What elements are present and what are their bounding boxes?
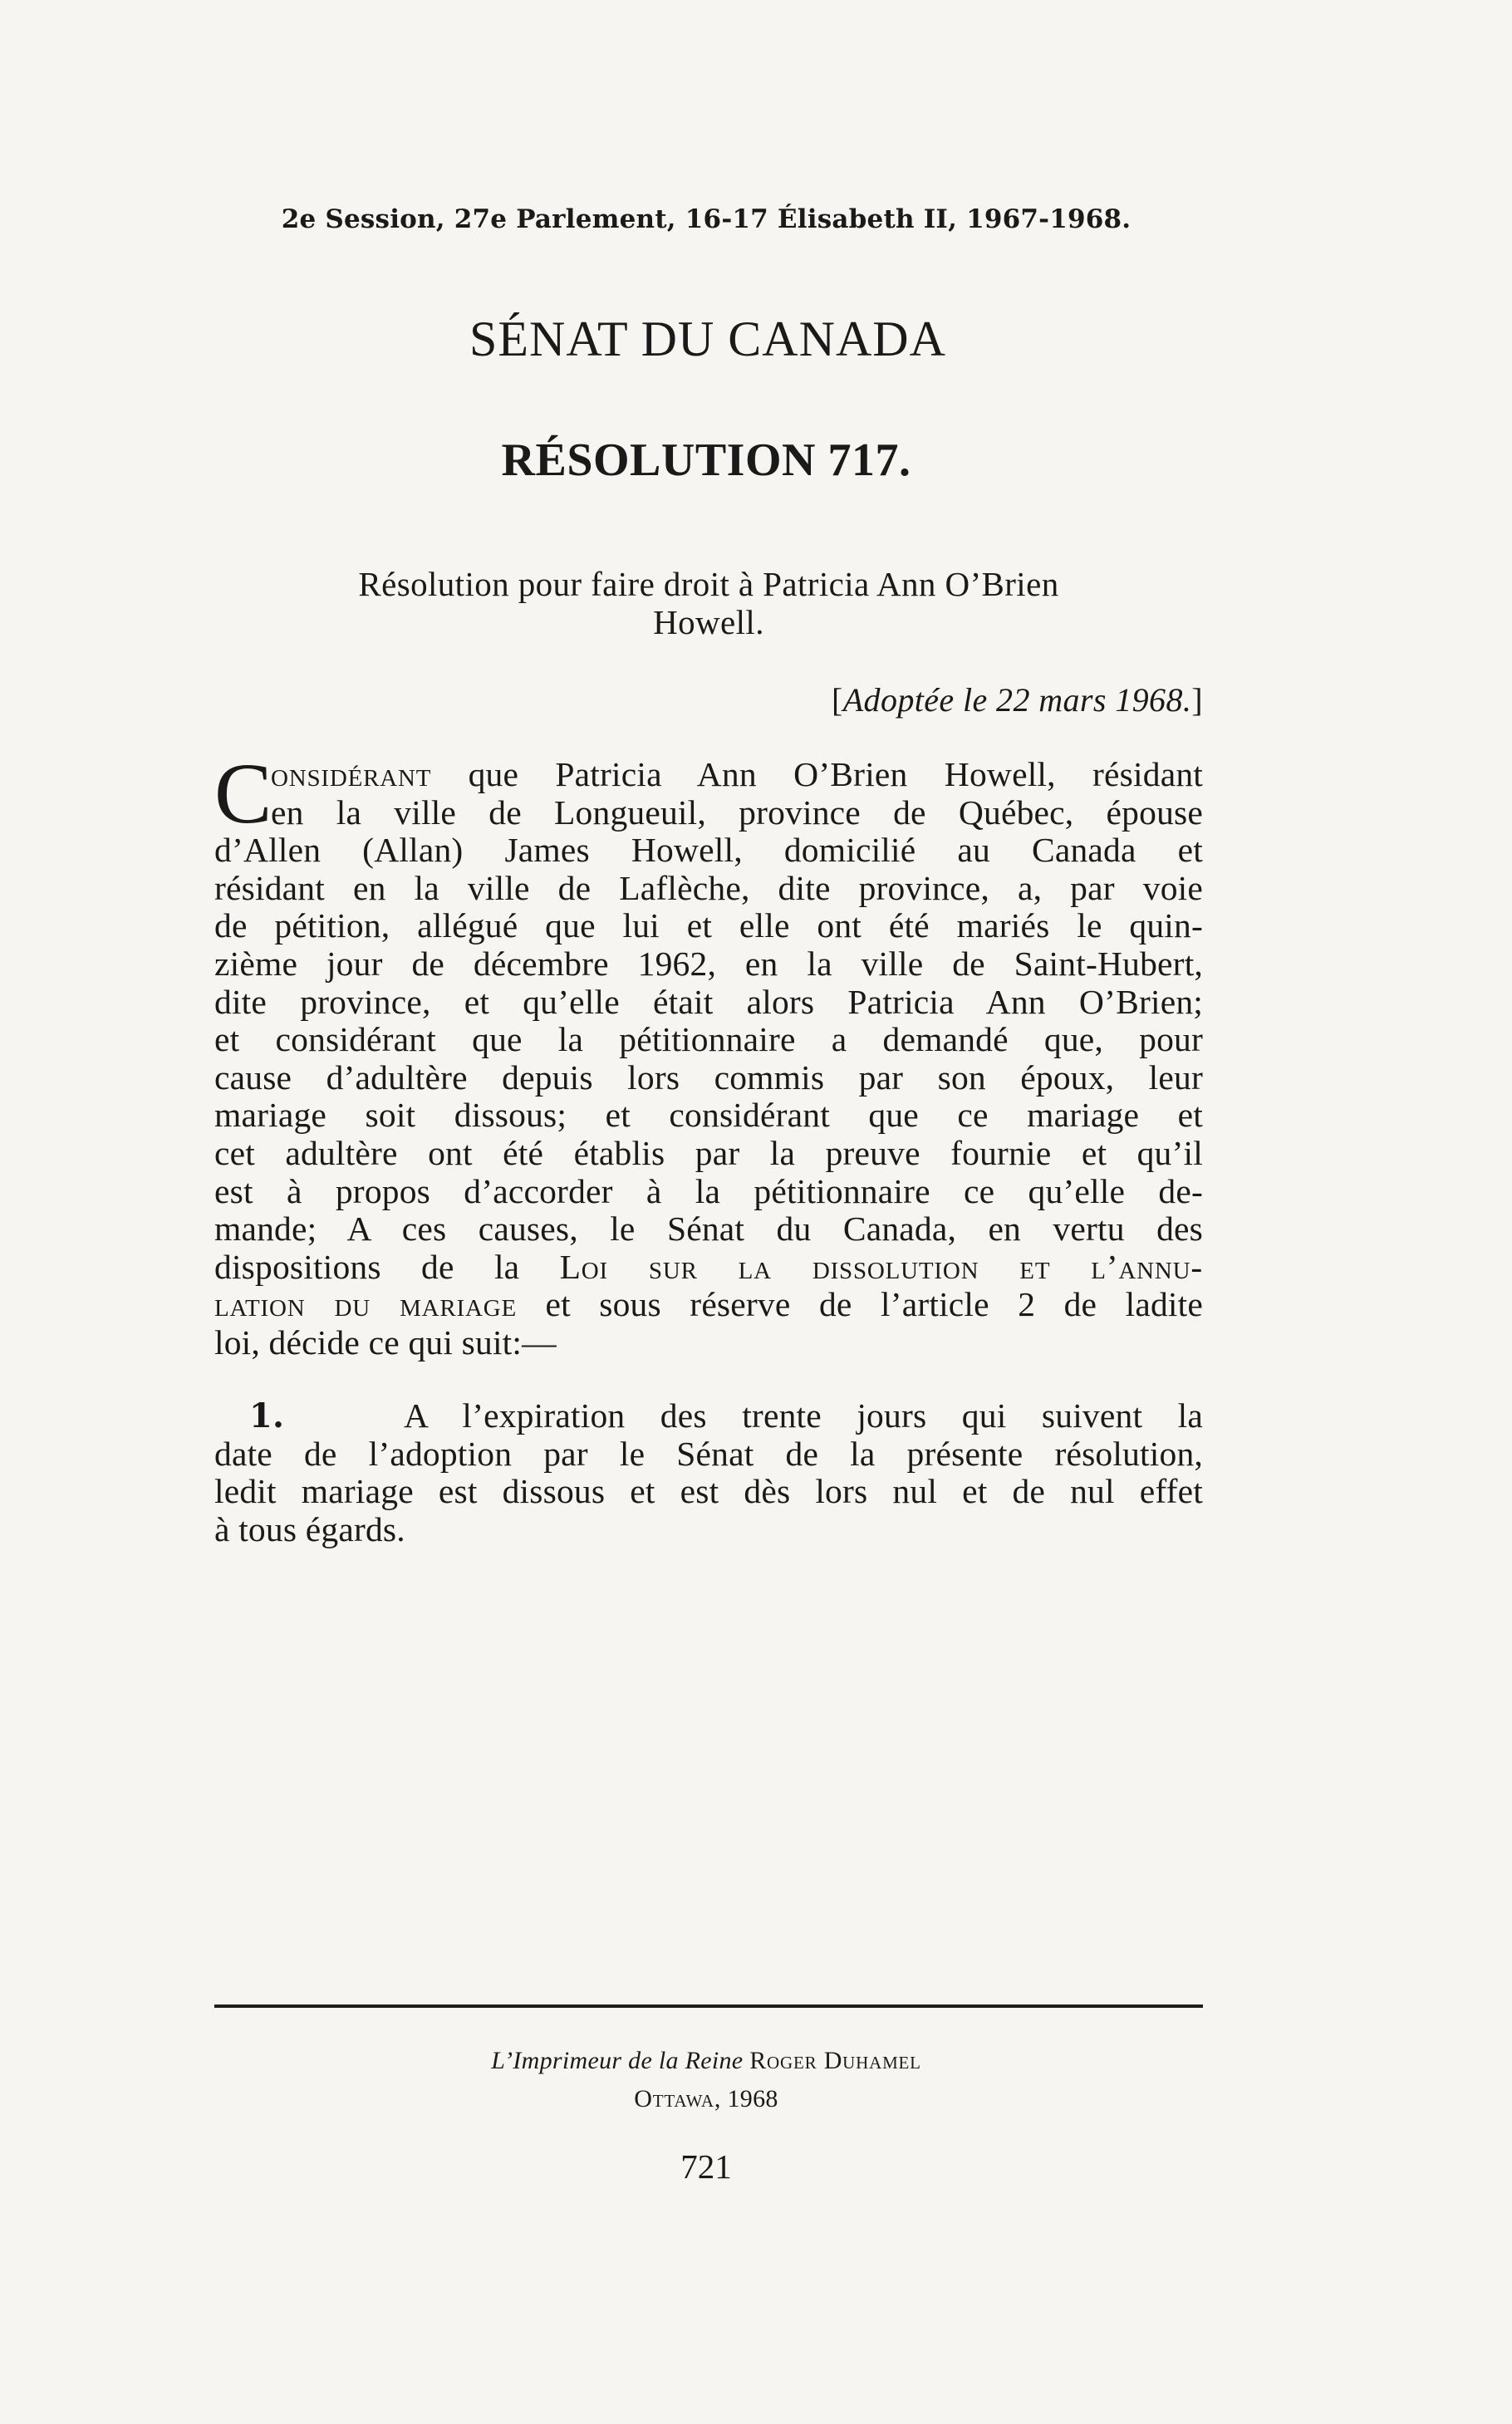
preamble-line-8: et considérant que la pétitionnaire a demandé que, pour <box>214 1020 1203 1059</box>
preamble-line-7: dite province, et qu’elle était alors Patricia Ann O’Brien; <box>214 982 1203 1021</box>
preamble-line-13: mande; A ces causes, le Sénat du Canada, en vertu des <box>214 1210 1203 1249</box>
printer-name: Roger Duhamel <box>749 2047 921 2074</box>
clause-number: 1. <box>249 1396 285 1435</box>
adoption-close-bracket: ] <box>1191 681 1203 719</box>
resolution-subtitle <box>274 565 1143 641</box>
clause-1 <box>214 1397 1203 1548</box>
preamble-line-1-rest: que Patricia Ann O’Brien Howell, résidant <box>431 755 1203 793</box>
preamble-line-12: est à propos d’accorder à la pétitionnaire ce qu’elle de- <box>214 1171 1203 1210</box>
clause-line-1-text: A l’expiration des trente jours qui suivent la <box>404 1396 1203 1435</box>
preamble-line-14-start: dispositions de la <box>214 1247 560 1286</box>
printer-credit <box>0 2047 1412 2075</box>
print-year: , 1968 <box>714 2085 778 2112</box>
preamble-line-15-smallcaps: lation du mariage <box>214 1285 518 1324</box>
senate-title: SÉNAT DU CANADA <box>469 312 946 366</box>
adoption-date-text: Adoptée le 22 mars 1968. <box>842 681 1192 719</box>
page-number: 721 <box>680 2147 732 2186</box>
adoption-date <box>832 680 1203 719</box>
session-line: 2e Session, 27e Parlement, 16-17 Élisabeth II, 1967-1968. <box>281 204 1132 234</box>
preamble-line-4: résidant en la ville de Laflèche, dite province, a, par voie <box>214 868 1203 907</box>
print-city: Ottawa <box>634 2085 714 2112</box>
preamble-paragraph <box>214 746 1204 1362</box>
drop-cap: C <box>214 746 272 842</box>
adoption-open-bracket: [ <box>831 681 843 719</box>
preamble-line-5: de pétition, allégué que lui et elle ont été mariés le quin- <box>214 906 1203 945</box>
subtitle-line-2: Howell. <box>653 603 764 641</box>
preamble-line-1-smallcaps: onsidérant <box>271 755 432 793</box>
resolution-title: RÉSOLUTION 717. <box>501 434 911 486</box>
preamble-line-15-rest: et sous réserve de l’article 2 de ladite <box>517 1285 1204 1324</box>
footer-rule <box>214 2004 1203 2008</box>
clause-line-3: ledit mariage est dissous et est dès lors nul et de nul effet <box>214 1472 1203 1511</box>
preamble-line-1 <box>214 756 1203 794</box>
preamble-line-14-smallcaps: Loi sur la dissolution et l’annu- <box>559 1247 1203 1286</box>
preamble-line-3: d’Allen (Allan) James Howell, domicilié au Canada et <box>214 831 1203 870</box>
subtitle-line-1: Résolution pour faire droit à Patricia Ann O’Brien <box>358 565 1059 603</box>
preamble-line-15 <box>214 1286 1203 1324</box>
clause-line-1 <box>214 1397 1203 1435</box>
clause-line-2: date de l’adoption par le Sénat de la présente résolution, <box>214 1434 1203 1473</box>
preamble-line-2: en la ville de Longueuil, province de Québec, épouse <box>271 792 1203 832</box>
preamble-line-9: cause d’adultère depuis lors commis par son époux, leur <box>214 1057 1203 1097</box>
clause-line-4: à tous égards. <box>214 1509 405 1548</box>
preamble-line-11: cet adultère ont été établis par la preuve fournie et qu’il <box>214 1133 1203 1172</box>
preamble-line-14 <box>214 1249 1203 1287</box>
preamble-line-10: mariage soit dissous; et considérant que ce mariage et <box>214 1096 1203 1135</box>
preamble-line-16: loi, décide ce qui suit:— <box>214 1322 557 1362</box>
preamble-line-6: zième jour de décembre 1962, en la ville de Saint-Hubert, <box>214 944 1203 983</box>
printer-title: L’Imprimeur de la Reine <box>491 2047 744 2074</box>
print-location <box>0 2085 1412 2113</box>
